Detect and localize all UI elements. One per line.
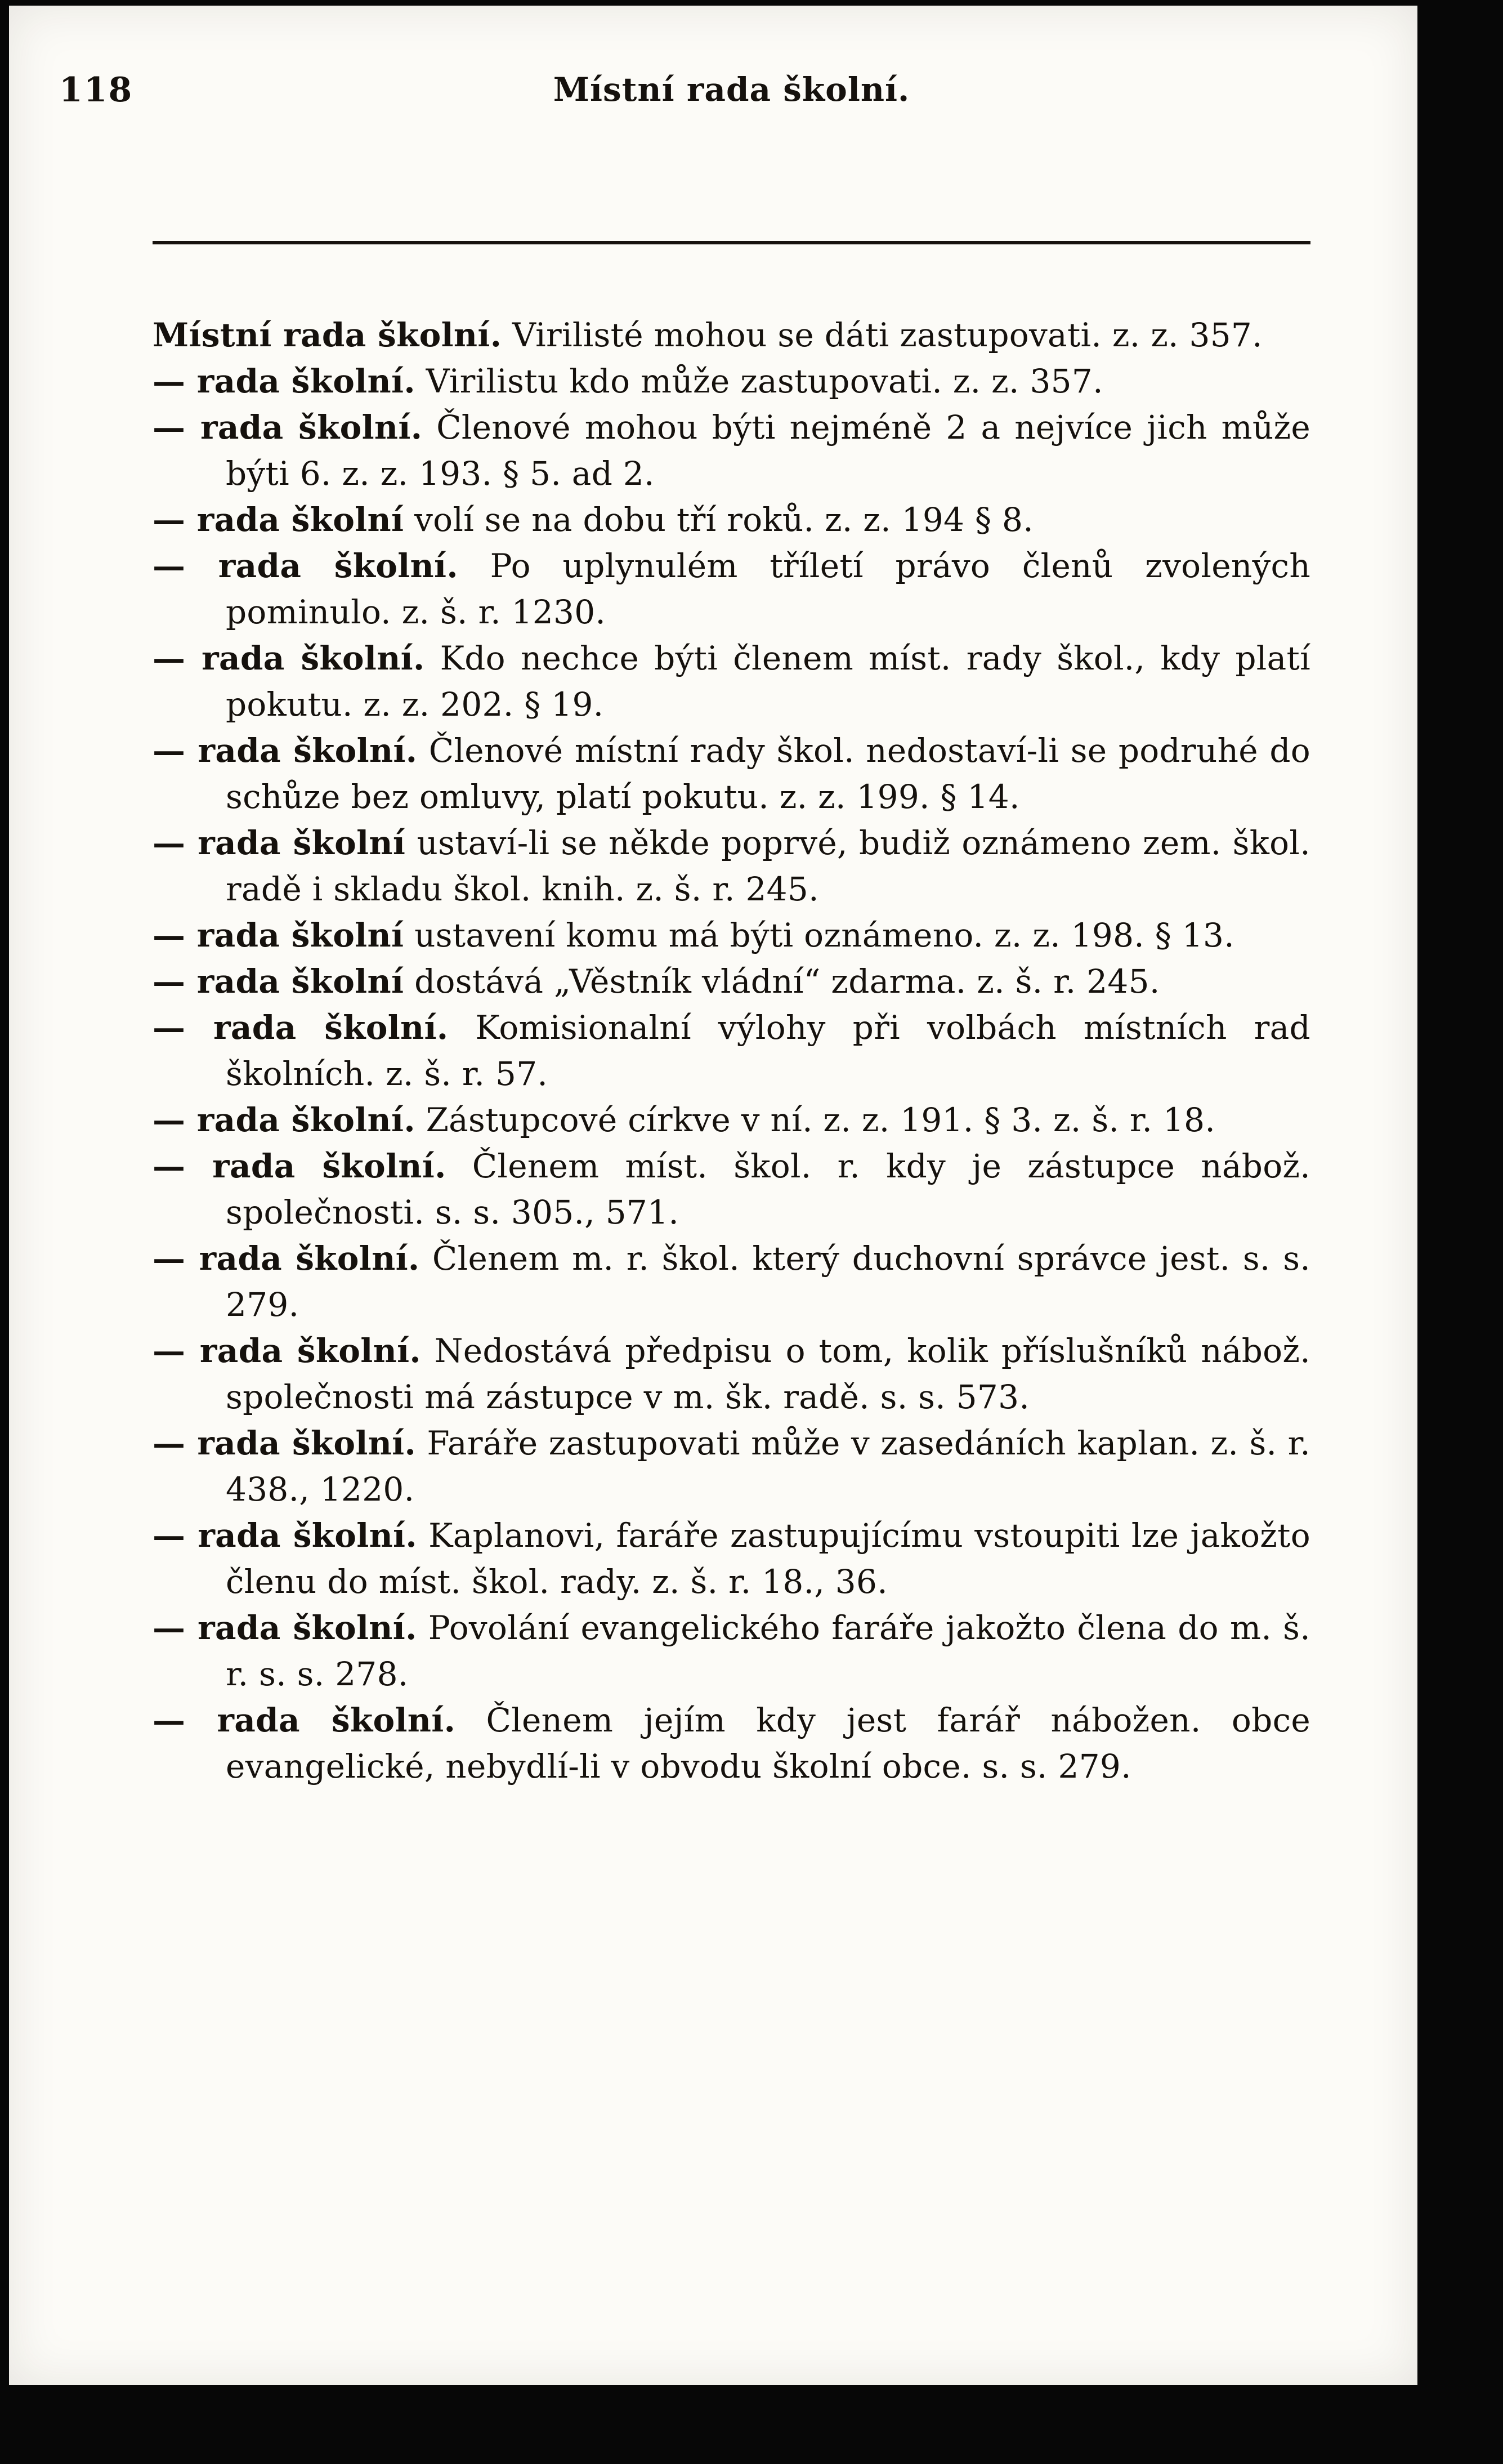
entry-lead: — rada školní (153, 824, 406, 862)
entry-text: Faráře zastupovati může v zasedáních kaplan. z. š. r. 438., 1220. (226, 1424, 1310, 1508)
entry-text: volí se na dobu tří roků. z. z. 194 § 8. (414, 501, 1034, 539)
entry-lead: — rada školní. (153, 639, 425, 677)
entry-text: ustavení komu má býti oznámeno. z. z. 198. § 13. (414, 916, 1234, 954)
index-entry (153, 497, 1310, 543)
entry-text: Členové mohou býti nejméně 2 a nejvíce jich může býti 6. z. z. 193. § 5. ad 2. (226, 408, 1311, 493)
index-entry (153, 1512, 1310, 1605)
index-entry (153, 1420, 1310, 1512)
entry-lead: — rada školní. (153, 1516, 417, 1555)
index-entry (153, 912, 1310, 958)
index-entry (153, 312, 1310, 358)
entry-lead: — rada školní (153, 962, 404, 1001)
entry-lead: — rada školní. (153, 547, 458, 585)
index-entry (153, 358, 1310, 404)
entry-text: Členem m. r. škol. který duchovní správce jest. s. s. 279. (226, 1239, 1310, 1324)
book-page (9, 6, 1417, 2385)
entry-lead: — rada školní. (153, 1332, 421, 1370)
entry-text: Povolání evangelického faráře jakožto člena do m. š. r. s. s. 278. (226, 1609, 1310, 1693)
entry-lead: — rada školní. (153, 1008, 449, 1047)
entry-lead: — rada školní (153, 501, 404, 539)
entry-lead: — rada školní. (153, 731, 418, 770)
entry-lead: — rada školní. (153, 408, 423, 447)
index-entry (153, 635, 1310, 727)
page-number: 118 (59, 70, 133, 110)
entry-text: Virilisté mohou se dáti zastupovati. z. z. 357. (512, 316, 1263, 354)
entry-text: dostává „Věstník vládní“ zdarma. z. š. r. 245. (414, 962, 1160, 1001)
index-entry (153, 1097, 1310, 1143)
entry-lead: — rada školní. (153, 1147, 446, 1185)
index-entry (153, 1697, 1310, 1789)
index-entry (153, 543, 1310, 635)
entry-text: Členem míst. škol. r. kdy je zástupce nábož. společnosti. s. s. 305., 571. (226, 1147, 1311, 1231)
entry-text: Kdo nechce býti členem míst. rady škol., kdy platí pokutu. z. z. 202. § 19. (226, 639, 1310, 724)
index-entry (153, 404, 1310, 497)
entry-lead: — rada školní. (153, 1239, 420, 1278)
entry-text: Kaplanovi, faráře zastupujícímu vstoupiti lze jakožto členu do míst. škol. rady. z. š. r. 18., 36. (226, 1516, 1310, 1601)
entry-text: Po uplynulém tříletí právo členů zvolených pominulo. z. š. r. 1230. (226, 547, 1310, 631)
entry-text: Virilistu kdo může zastupovati. z. z. 357. (426, 362, 1103, 400)
entry-text: Členové místní rady škol. nedostaví-li se podruhé do schůze bez omluvy, platí pokutu. z. z. 199. § 14. (226, 731, 1310, 816)
entry-lead: — rada školní (153, 916, 404, 954)
index-entry (153, 820, 1310, 912)
running-header: Místní rada školní. (553, 70, 910, 109)
page-header (59, 70, 1310, 115)
entry-text: Komisionalní výlohy při volbách místních rad školních. z. š. r. 57. (226, 1008, 1310, 1093)
entry-lead: — rada školní. (153, 1424, 417, 1462)
entry-lead: — rada školní. (153, 1609, 417, 1647)
index-entry (153, 1143, 1310, 1235)
index-entry (153, 1605, 1310, 1697)
entry-text: Nedostává předpisu o tom, kolik příslušníků nábož. společnosti má zástupce v m. šk. radě. s. s. 573. (226, 1332, 1310, 1416)
entry-text: Zástupcové církve v ní. z. z. 191. § 3. z. š. r. 18. (426, 1101, 1216, 1139)
index-entry (153, 1005, 1310, 1097)
entry-text: ustaví-li se někde poprvé, budiž oznámeno zem. škol. radě i skladu škol. knih. z. š. r. 245. (226, 824, 1310, 908)
entry-list (153, 312, 1310, 1789)
index-entry (153, 1235, 1310, 1328)
entry-lead: Místní rada školní. (153, 316, 502, 354)
index-entry (153, 727, 1310, 820)
index-entry (153, 958, 1310, 1005)
entry-text: Členem jejím kdy jest farář nábožen. obce evangelické, nebydlí-li v obvodu školní obce. s. s. 279. (226, 1701, 1310, 1785)
entry-lead: — rada školní. (153, 362, 415, 400)
header-rule (153, 241, 1310, 244)
entry-lead: — rada školní. (153, 1101, 415, 1139)
index-entry (153, 1328, 1310, 1420)
entry-lead: — rada školní. (153, 1701, 456, 1739)
